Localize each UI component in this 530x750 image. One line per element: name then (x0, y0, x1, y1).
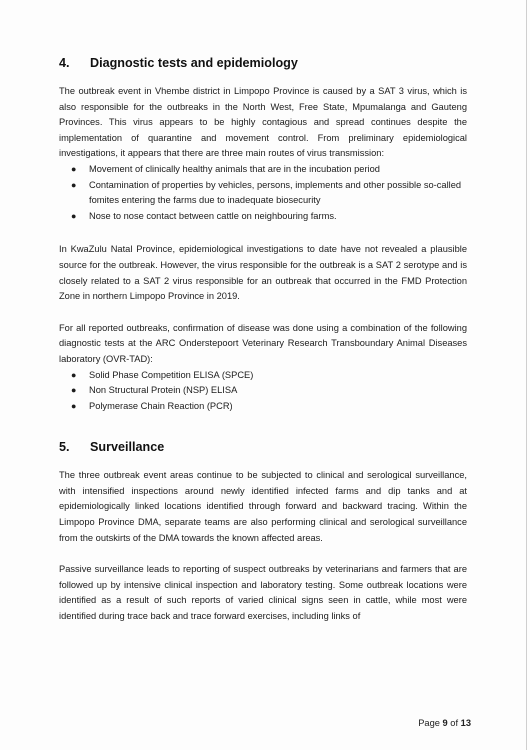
section-4-title: Diagnostic tests and epidemiology (90, 56, 298, 70)
list-item: ● Non Structural Protein (NSP) ELISA (59, 383, 467, 399)
section-5-paragraph-1: The three outbreak event areas continue to be subjected to clinical and serological surveillance, with intensified inspections around newly identified infected farms and dip tanks and at epidemiologically linked locations identified through forward and backward tracing. Within the Limpopo Province DMA, separate teams are also performing clinical and serological surveillance from the outskirts of the DMA towards the known affected areas. (59, 470, 467, 543)
list-item: ● Nose to nose contact between cattle on neighbouring farms. (59, 209, 467, 225)
bullet-icon: ● (71, 210, 77, 221)
footer-page-total: 13 (460, 718, 471, 728)
page-footer (418, 718, 471, 728)
footer-of-word: of (450, 718, 459, 728)
list-item: ● Movement of clinically healthy animals that are in the incubation period (59, 162, 467, 178)
footer-page-word: Page (418, 718, 440, 728)
footer-page-current: 9 (442, 718, 448, 728)
page-content (59, 56, 467, 625)
diagnostic-tests-list (59, 368, 467, 415)
transmission-routes-list (59, 162, 467, 224)
section-4-heading (59, 56, 467, 70)
bullet-icon: ● (71, 179, 77, 190)
list-item: ● Contamination of properties by vehicles, persons, implements and other possible so-called fomites entering the farms due to inadequate biosecurity (71, 179, 462, 206)
section-4-paragraph-2: In KwaZulu Natal Province, epidemiological investigations to date have not revealed a plausible source for the outbreak. However, the virus responsible for the outbreak is a SAT 2 serotype and is closely related to a SAT 2 virus responsible for an outbreak that occurred in the FMD Protection Zone in northern Limpopo Province in 2019. (59, 244, 467, 302)
list-item: ● Polymerase Chain Reaction (PCR) (59, 399, 467, 415)
section-4-paragraph-3: For all reported outbreaks, confirmation of disease was done using a combination of the following diagnostic tests at the ARC Onderstepoort Veterinary Research Transboundary Animal Diseases laboratory (OVR-TAD): (59, 322, 467, 364)
bullet-icon: ● (71, 369, 77, 380)
section-4-paragraph-1: The outbreak event in Vhembe district in Limpopo Province is caused by a SAT 3 virus, which is also responsible for the outbreaks in the North West, Free State, Mpumalanga and Gauteng Provinces. This virus appears to be highly contagious and spread continues despite the implementation of quarantine and movement control. From preliminary epidemiological investigations, it appears that there are three main routes of virus transmission: (59, 86, 467, 159)
section-5-title: Surveillance (90, 440, 165, 455)
bullet-icon: ● (71, 400, 77, 411)
scan-edge-divider (526, 0, 527, 750)
list-item: ● Solid Phase Competition ELISA (SPCE) (59, 368, 467, 384)
bullet-icon: ● (71, 385, 77, 396)
section-5-number: 5. (59, 440, 70, 455)
section-5-heading (59, 440, 467, 454)
section-4-number: 4. (59, 56, 70, 70)
bullet-icon: ● (71, 163, 77, 174)
section-5-paragraph-2: Passive surveillance leads to reporting of suspect outbreaks by veterinarians and farmers that are followed up by intensive clinical inspection and laboratory testing. Some outbreak locations were identified as a result of such reports of varied clinical signs seen in cattle, while most were identified during trace back and trace forward exercises, including links of (59, 564, 467, 622)
